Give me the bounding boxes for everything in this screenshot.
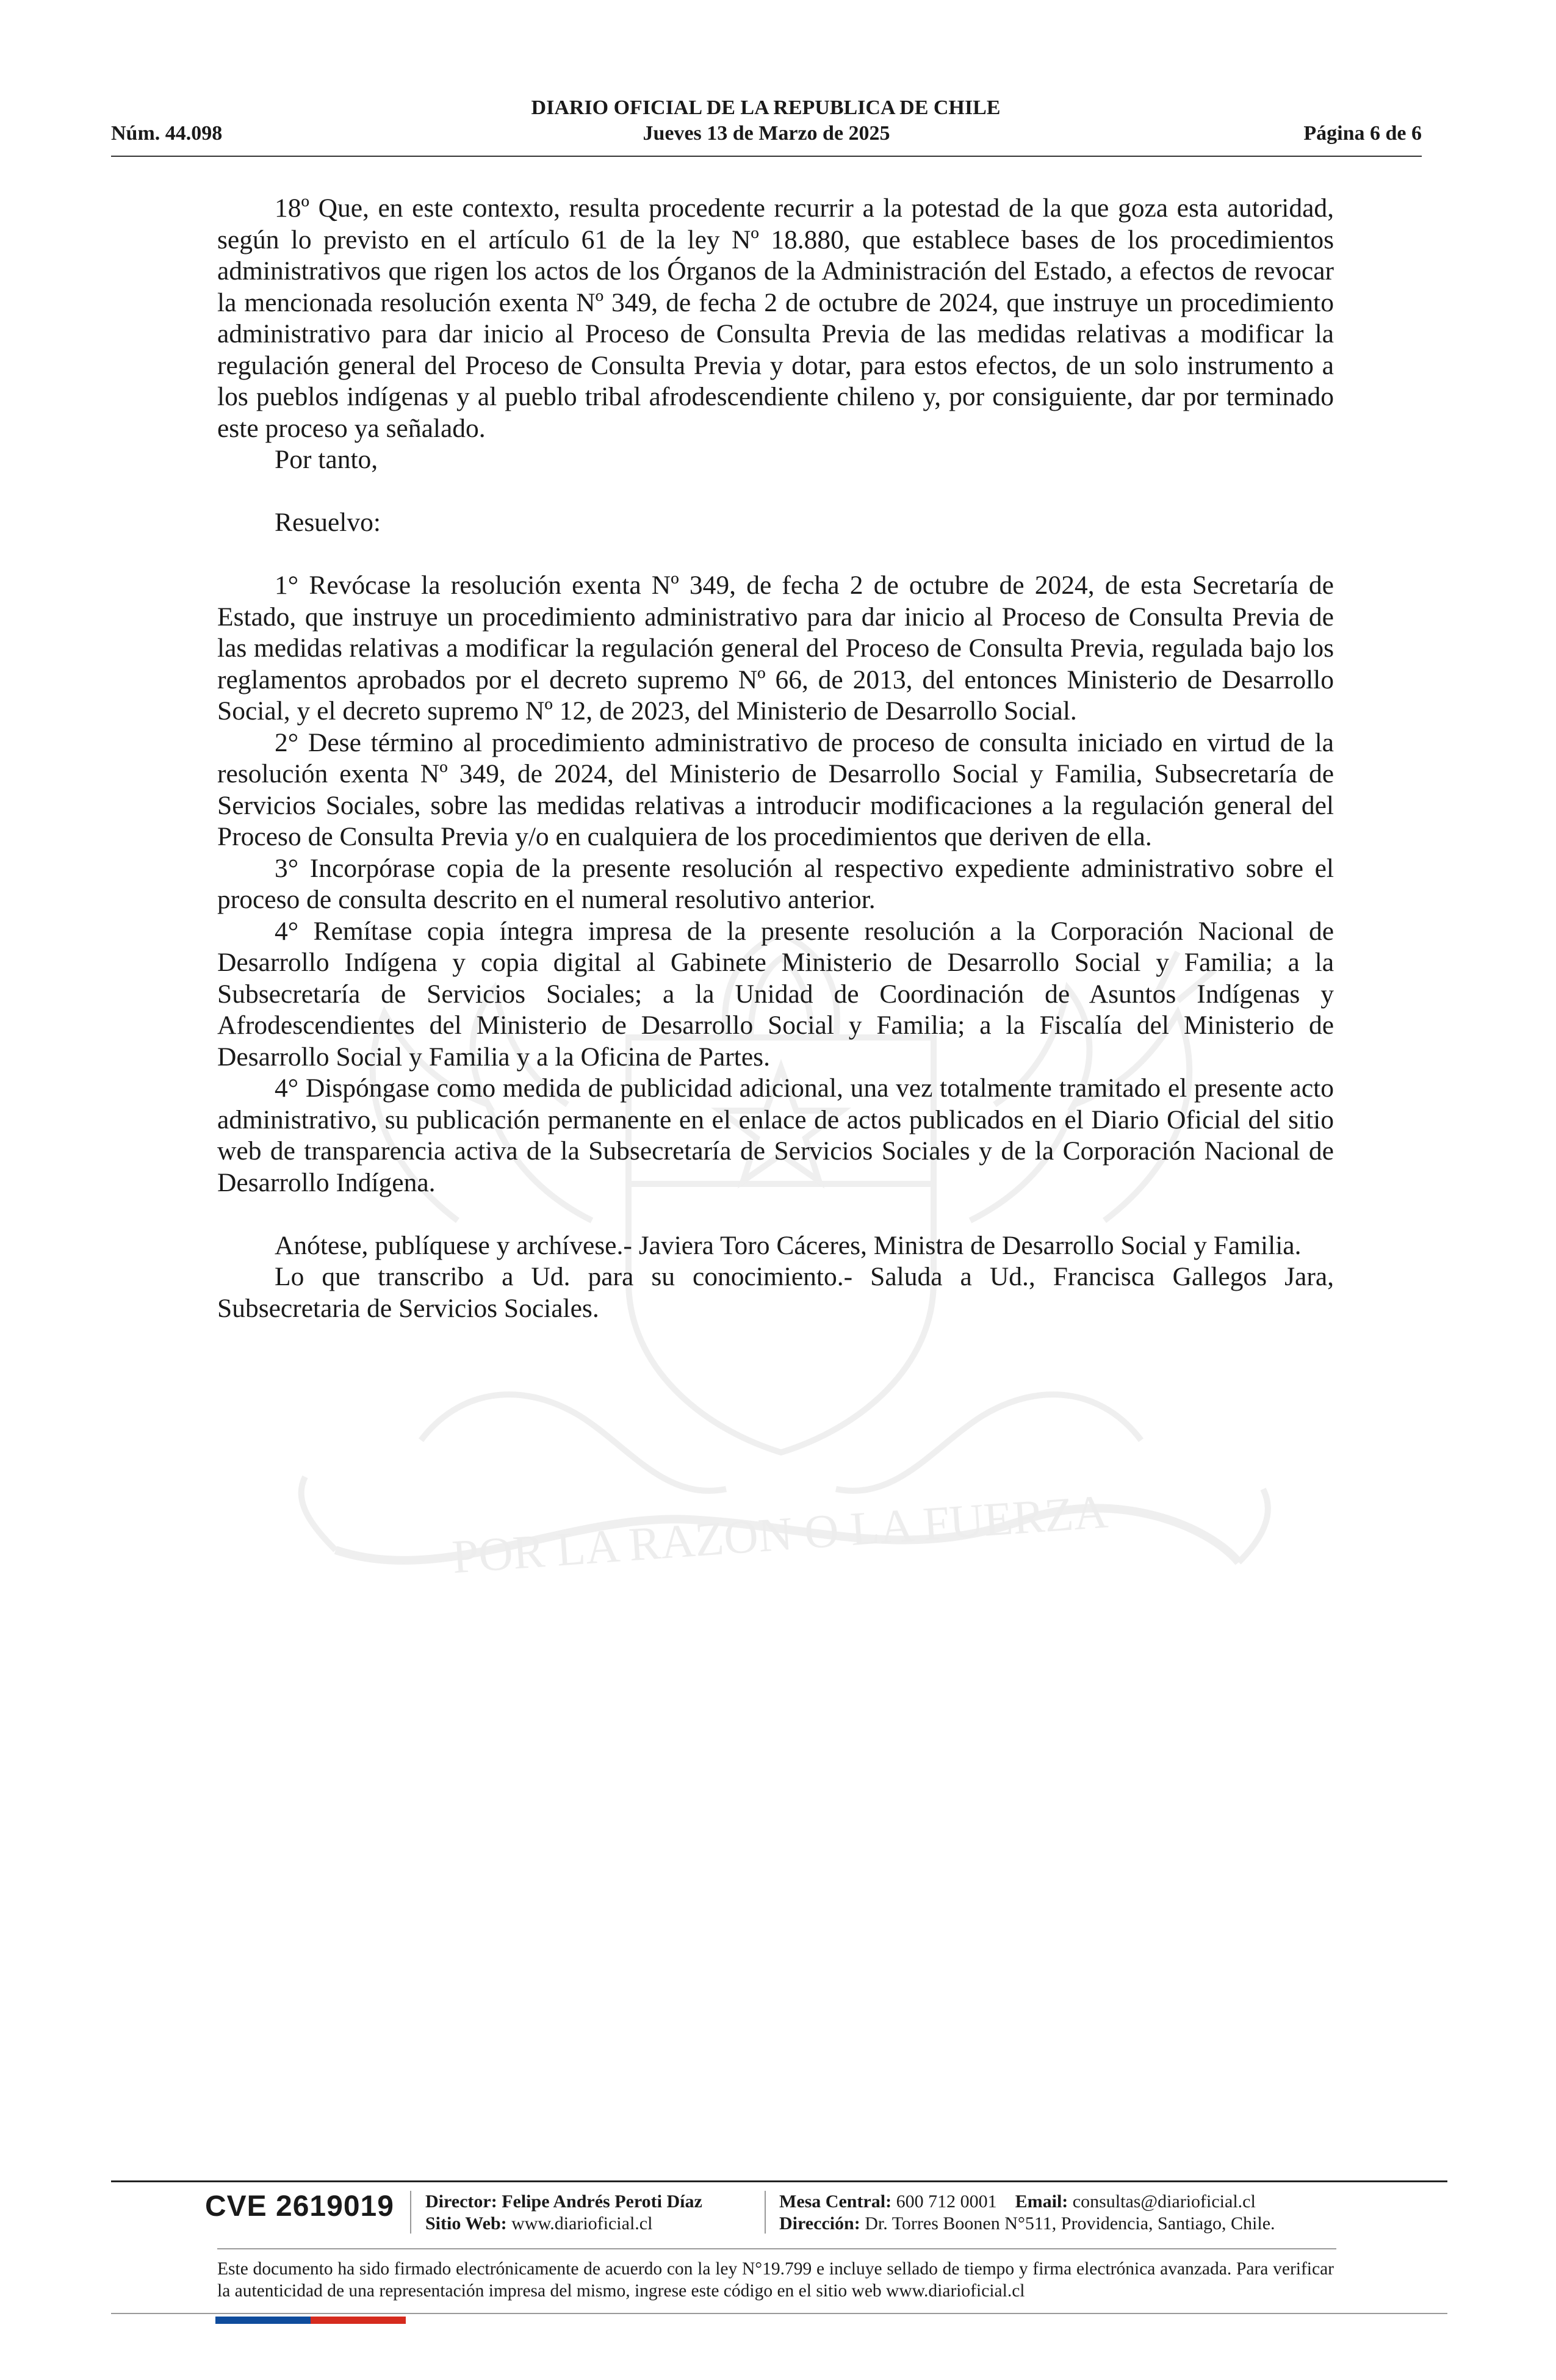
paragraph-resuelvo: Resuelvo: — [275, 508, 381, 537]
watermark-motto: POR LA RAZON O LA FUERZA — [450, 1484, 1110, 1584]
document-body — [217, 193, 1334, 1324]
director-name: Felipe Andrés Peroti Díaz — [502, 2191, 702, 2212]
header-row — [111, 122, 1422, 149]
chile-flag-stripe — [215, 2317, 406, 2324]
director-label: Director: — [425, 2191, 497, 2212]
resolution-item-1: 1° Revócase la resolución exenta Nº 349, de fecha 2 de octubre de 2024, de esta Secretaría de Estado, que instruye un procedimiento administrativo para dar inicio al Proceso de Consulta Previa de las medidas relativas a modificar la regulación general del Proceso de Consulta Previa, regulada bajo los reglamentos aprobados por el decreto supremo Nº 66, de 2013, del entonces Ministerio de Desarrollo Social, y el decreto supremo Nº 12, de 2023, del Ministerio de Desarrollo Social. — [217, 571, 1334, 726]
resolution-item-3: 3° Incorpórase copia de la presente resolución al respectivo expediente administrativo sobre el proceso de consulta descrito en el numeral resolutivo anterior. — [217, 853, 1334, 914]
header-divider — [111, 156, 1422, 157]
flag-stripe-blue — [215, 2317, 311, 2324]
address-label: Dirección: — [779, 2213, 860, 2234]
newspaper-title: DIARIO OFICIAL DE LA REPUBLICA DE CHILE — [531, 96, 1001, 119]
mesa-central-label: Mesa Central: — [779, 2191, 892, 2212]
email-link[interactable]: consultas@diarioficial.cl — [1072, 2191, 1256, 2212]
footer-divider-top — [111, 2180, 1447, 2182]
footer-director-block — [425, 2191, 702, 2235]
issue-date: Jueves 13 de Marzo de 2025 — [643, 122, 890, 145]
footer-contact-block — [779, 2191, 1275, 2235]
mesa-central-phone: 600 712 0001 — [896, 2191, 997, 2212]
email-label: Email: — [1015, 2191, 1068, 2212]
address-value: Dr. Torres Boonen N°511, Providencia, Santiago, Chile. — [865, 2213, 1275, 2234]
closing-signature: Anótese, publíquese y archívese.- Javiera Toro Cáceres, Ministra de Desarrollo Social y Familia. — [275, 1230, 1302, 1260]
electronic-signature-notice: Este documento ha sido firmado electrónicamente de acuerdo con la ley N°19.799 e incluye sellado de tiempo y firma electrónica avanzada. Para verificar la autenticidad de una representación impresa del mismo, ingrese este código en el sitio web www.diarioficial.cl — [217, 2259, 1334, 2301]
paragraph-considerando-18: 18º Que, en este contexto, resulta procedente recurrir a la potestad de la que goza esta autoridad, según lo previsto en el artículo 61 de la ley Nº 18.880, que establece bases de los procedimientos administrativos que rigen los actos de los Órganos de la Administración del Estado, a efectos de revocar la mencionada resolución exenta Nº 349, de fecha 2 de octubre de 2024, que instruye un procedimiento administrativo para dar inicio al Proceso de Consulta Previa de las medidas relativas a modificar la regulación general del Proceso de Consulta Previa y dotar, para estos efectos, de un solo instrumento a los pueblos indígenas y al pueblo tribal afrodescendiente chileno y, por consiguiente, dar por terminado este proceso ya señalado. — [217, 193, 1334, 443]
footer-divider-middle — [217, 2248, 1336, 2249]
website-label: Sitio Web: — [425, 2213, 507, 2234]
paragraph-por-tanto: Por tanto, — [275, 445, 378, 474]
transcription-note: Lo que transcribo a Ud. para su conocimiento.- Saluda a Ud., Francisca Gallegos Jara, Subsecretaria de Servicios Sociales. — [217, 1262, 1334, 1323]
cve-code: CVE 2619019 — [205, 2190, 394, 2223]
website-link[interactable]: www.diarioficial.cl — [511, 2213, 653, 2234]
footer-separator — [765, 2191, 766, 2234]
footer-separator — [410, 2191, 411, 2234]
page-number: Página 6 de 6 — [1303, 122, 1422, 145]
footer-divider-bottom — [111, 2313, 1447, 2314]
resolution-item-2: 2° Dese término al procedimiento administrativo de proceso de consulta iniciado en virtud de la resolución exenta Nº 349, de 2024, del Ministerio de Desarrollo Social y Familia, Subsecretaría de Servicios Sociales, sobre las medidas relativas a introducir modificaciones a la regulación general del Proceso de Consulta Previa y/o en cualquiera de los procedimientos que deriven de ella. — [217, 727, 1334, 851]
issue-number: Núm. 44.098 — [111, 122, 223, 145]
resolution-item-4a: 4° Remítase copia íntegra impresa de la presente resolución a la Corporación Nacional de Desarrollo Indígena y copia digital al Gabinete Ministerio de Desarrollo Social y Familia; a la Subsecretaría de Servicios Sociales; a la Unidad de Coordinación de Asuntos Indígenas y Afrodescendientes del Ministerio de Desarrollo Social y Familia; a la Fiscalía del Ministerio de Desarrollo Social y Familia y a la Oficina de Partes. — [217, 916, 1334, 1072]
flag-stripe-red — [311, 2317, 406, 2324]
resolution-item-4b: 4° Dispóngase como medida de publicidad adicional, una vez totalmente tramitado el presente acto administrativo, su publicación permanente en el enlace de actos publicados en el Diario Oficial del sitio web de transparencia activa de la Subsecretaría de Servicios Sociales y de la Corporación Nacional de Desarrollo Indígena. — [217, 1073, 1334, 1197]
